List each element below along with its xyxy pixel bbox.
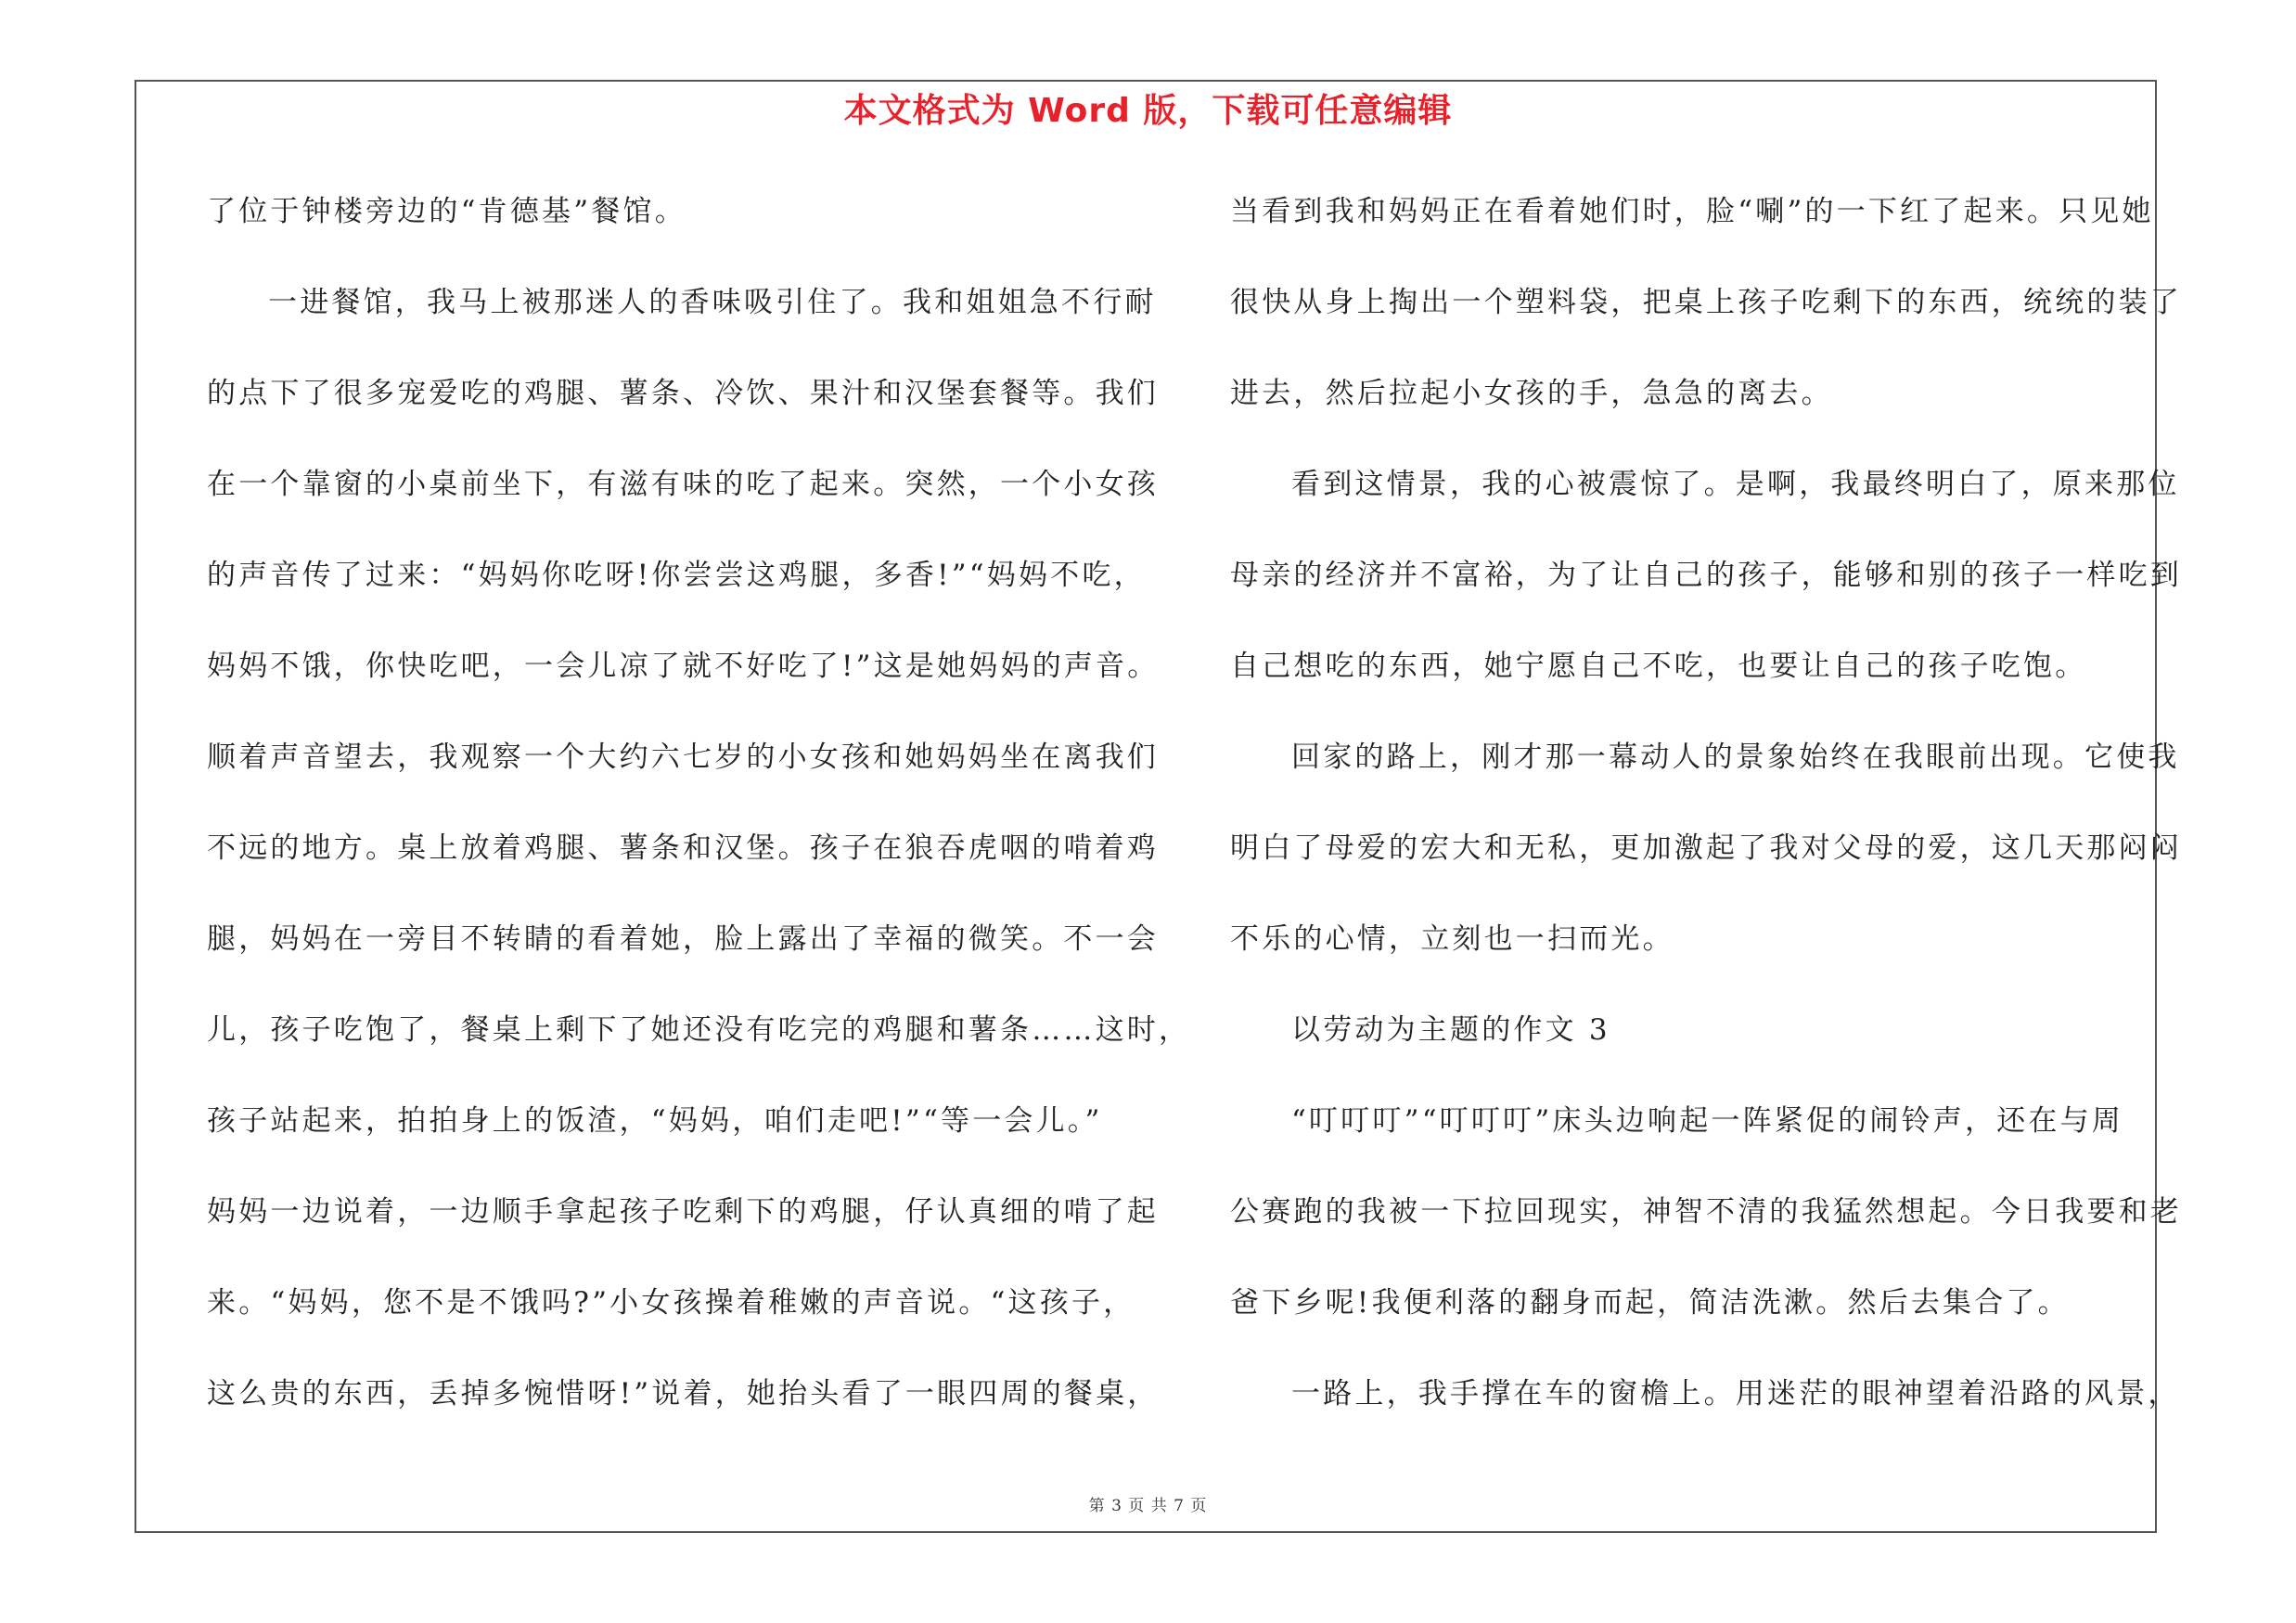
text-line: 来。“妈妈，您不是不饿吗?”小女孩操着稚嫩的声音说。“这孩子， <box>207 1286 1135 1320</box>
text-line: 自己想吃的东西，她宁愿自己不吃，也要让自己的孩子吃饱。 <box>1230 650 2087 683</box>
text-line: 当看到我和妈妈正在看着她们时，脸“唰”的一下红了起来。只见她 <box>1230 195 2154 228</box>
text-line: 很快从身上掏出一个塑料袋，把桌上孩子吃剩下的东西，统统的装了 <box>1230 286 2182 319</box>
text-line: 儿，孩子吃饱了，餐桌上剩下了她还没有吃完的鸡腿和薯条……这时， <box>207 1013 1191 1047</box>
text-line: 明白了母爱的宏大和无私，更加激起了我对父母的爱，这几天那闷闷 <box>1230 831 2182 865</box>
text-line: 的点下了很多宠爱吃的鸡腿、薯条、冷饮、果汁和汉堡套餐等。我们 <box>207 377 1159 410</box>
right-column <box>1230 176 2182 1449</box>
text-line: 顺着声音望去，我观察一个大约六七岁的小女孩和她妈妈坐在离我们 <box>207 741 1159 774</box>
word-format-notice: 本文格式为 Word 版，下载可任意编辑 <box>843 92 1453 130</box>
section-heading: 以劳动为主题的作文 3 <box>1291 1013 1610 1047</box>
text-line: 回家的路上，刚才那一幕动人的景象始终在我眼前出现。它使我 <box>1291 741 2180 774</box>
text-line: 在一个靠窗的小桌前坐下，有滋有味的吃了起来。突然，一个小女孩 <box>207 468 1159 501</box>
text-line: 了位于钟楼旁边的“肯德基”餐馆。 <box>207 195 686 228</box>
text-line: 孩子站起来，拍拍身上的饭渣，“妈妈，咱们走吧!”“等一会儿。” <box>207 1104 1103 1138</box>
text-line: 不乐的心情，立刻也一扫而光。 <box>1230 922 1674 956</box>
left-column <box>207 176 1191 1449</box>
text-line: 爸下乡呢!我便利落的翻身而起，简洁洗漱。然后去集合了。 <box>1230 1286 2070 1320</box>
text-line: 公赛跑的我被一下拉回现实，神智不清的我猛然想起。今日我要和老 <box>1230 1195 2182 1229</box>
text-line: 一路上，我手撑在车的窗檐上。用迷茫的眼神望着沿路的风景， <box>1291 1377 2180 1410</box>
text-line: 母亲的经济并不富裕，为了让自己的孩子，能够和别的孩子一样吃到 <box>1230 559 2182 592</box>
text-line: 这么贵的东西，丢掉多惋惜呀!”说着，她抬头看了一眼四周的餐桌， <box>207 1377 1160 1410</box>
text-line: 妈妈不饿，你快吃吧，一会儿凉了就不好吃了!”这是她妈妈的声音。 <box>207 650 1160 683</box>
text-line: “叮叮叮”“叮叮叮”床头边响起一阵紧促的闹铃声，还在与周 <box>1291 1104 2123 1138</box>
text-line: 的声音传了过来：“妈妈你吃呀!你尝尝这鸡腿，多香!”“妈妈不吃， <box>207 559 1146 592</box>
page-number-footer: 第 3 页 共 7 页 <box>1088 1497 1208 1515</box>
text-line: 妈妈一边说着，一边顺手拿起孩子吃剩下的鸡腿，仔认真细的啃了起 <box>207 1195 1159 1229</box>
text-line: 看到这情景，我的心被震惊了。是啊，我最终明白了，原来那位 <box>1291 468 2180 501</box>
text-line: 不远的地方。桌上放着鸡腿、薯条和汉堡。孩子在狼吞虎咽的啃着鸡 <box>207 831 1159 865</box>
text-line: 一进餐馆，我马上被那迷人的香味吸引住了。我和姐姐急不行耐 <box>268 286 1157 319</box>
text-line: 进去，然后拉起小女孩的手，急急的离去。 <box>1230 377 1833 410</box>
text-line: 腿，妈妈在一旁目不转睛的看着她，脸上露出了幸福的微笑。不一会 <box>207 922 1159 956</box>
